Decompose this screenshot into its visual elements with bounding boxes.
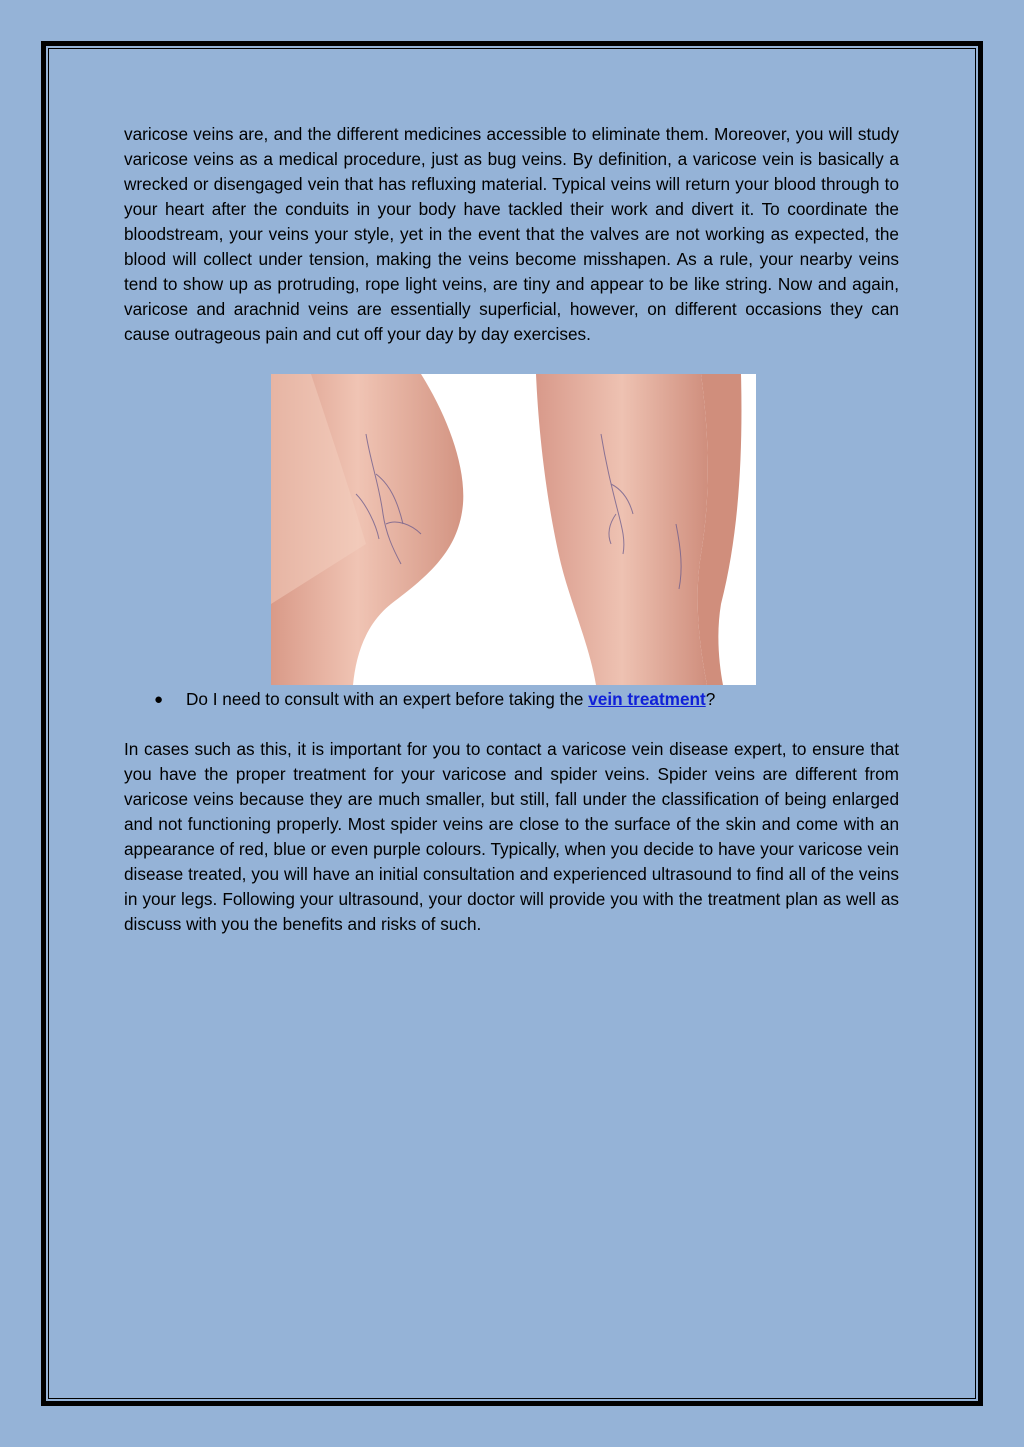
intro-paragraph: varicose veins are, and the different medicines accessible to eliminate them. Moreover, you will study varicose veins as a medical procedure, just as bug veins. By definition, a varicose vein is basically a wrecked or disengaged vein that has refluxing material. Typical veins will return your blood through to your heart after the conduits in your body have tackled their work and divert it. To coordinate the bloodstream, your veins your style, yet in the event that the valves are not working as expected, the blood will collect under tension, making the veins become misshapen. As a rule, your nearby veins tend to show up as protruding, rope light veins, are tiny and appear to be like string. Now and again, varicose and arachnid veins are essentially superficial, however, on different occasions they can cause outrageous pain and cut off your day by day exercises. [124, 124, 899, 344]
legs-with-varicose-veins-photo [271, 374, 756, 685]
expert-consultation-paragraph: In cases such as this, it is important for you to contact a varicose vein disease expert, to ensure that you have the proper treatment for your varicose and spider veins. Spider veins are different from varicose veins because they are much smaller, but still, fall under the classification of being enlarged and not functioning properly. Most spider veins are close to the surface of the skin and come with an appearance of red, blue or even purple colours. Typically, when you decide to have your varicose vein disease treated, you will have an initial consultation and experienced ultrasound to find all of the veins in your legs. Following your ultrasound, your doctor will provide you with the treatment plan as well as discuss with you the benefits and risks of such. [124, 739, 899, 934]
bullet-icon: ● [154, 691, 164, 708]
vein-treatment-link[interactable]: vein treatment [588, 689, 706, 709]
bullet-text-before: Do I need to consult with an expert before taking the [186, 689, 589, 709]
bullet-text [186, 687, 715, 712]
bullet-text-after: ? [705, 689, 716, 709]
